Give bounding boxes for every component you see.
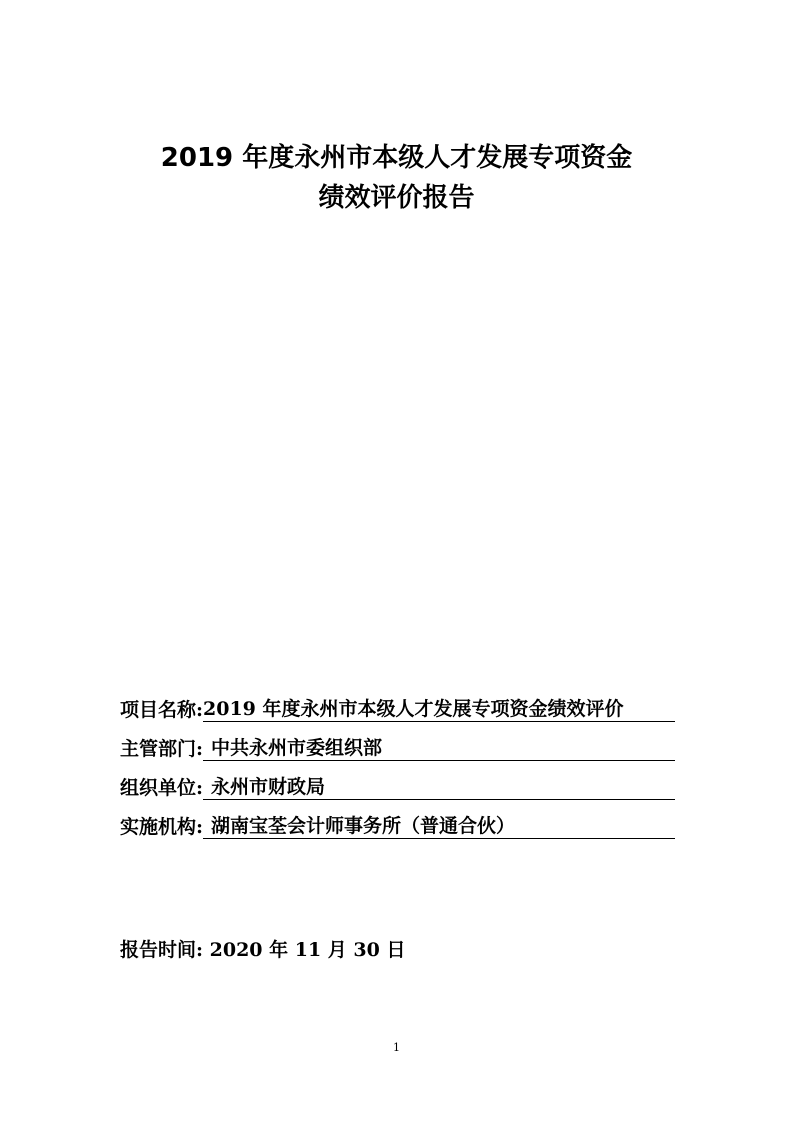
title-line-1: 2019 年度永州市本级人才发展专项资金 xyxy=(160,143,633,173)
field-value: 中共永州市委组织部 xyxy=(203,736,675,761)
field-project-name xyxy=(120,683,675,722)
report-date xyxy=(120,935,405,962)
report-date-value: 2020 年 11 月 30 日 xyxy=(209,939,406,961)
field-label: 实施机构: xyxy=(120,816,204,838)
field-value: 2019 年度永州市本级人才发展专项资金绩效评价 xyxy=(203,697,675,722)
field-value: 湖南宝荃会计师事务所（普通合伙） xyxy=(203,814,675,839)
project-info xyxy=(120,683,675,839)
title-line-2: 绩效评价报告 xyxy=(318,183,475,213)
field-organizer xyxy=(120,761,675,800)
field-implementer xyxy=(120,800,675,839)
report-title xyxy=(0,138,793,218)
field-value: 永州市财政局 xyxy=(203,775,675,800)
field-label: 主管部门: xyxy=(120,738,204,760)
report-date-label: 报告时间: xyxy=(120,939,204,961)
field-label: 组织单位: xyxy=(120,777,204,799)
field-department xyxy=(120,722,675,761)
page-number: 1 xyxy=(393,1041,400,1054)
field-label: 项目名称: xyxy=(120,699,204,721)
